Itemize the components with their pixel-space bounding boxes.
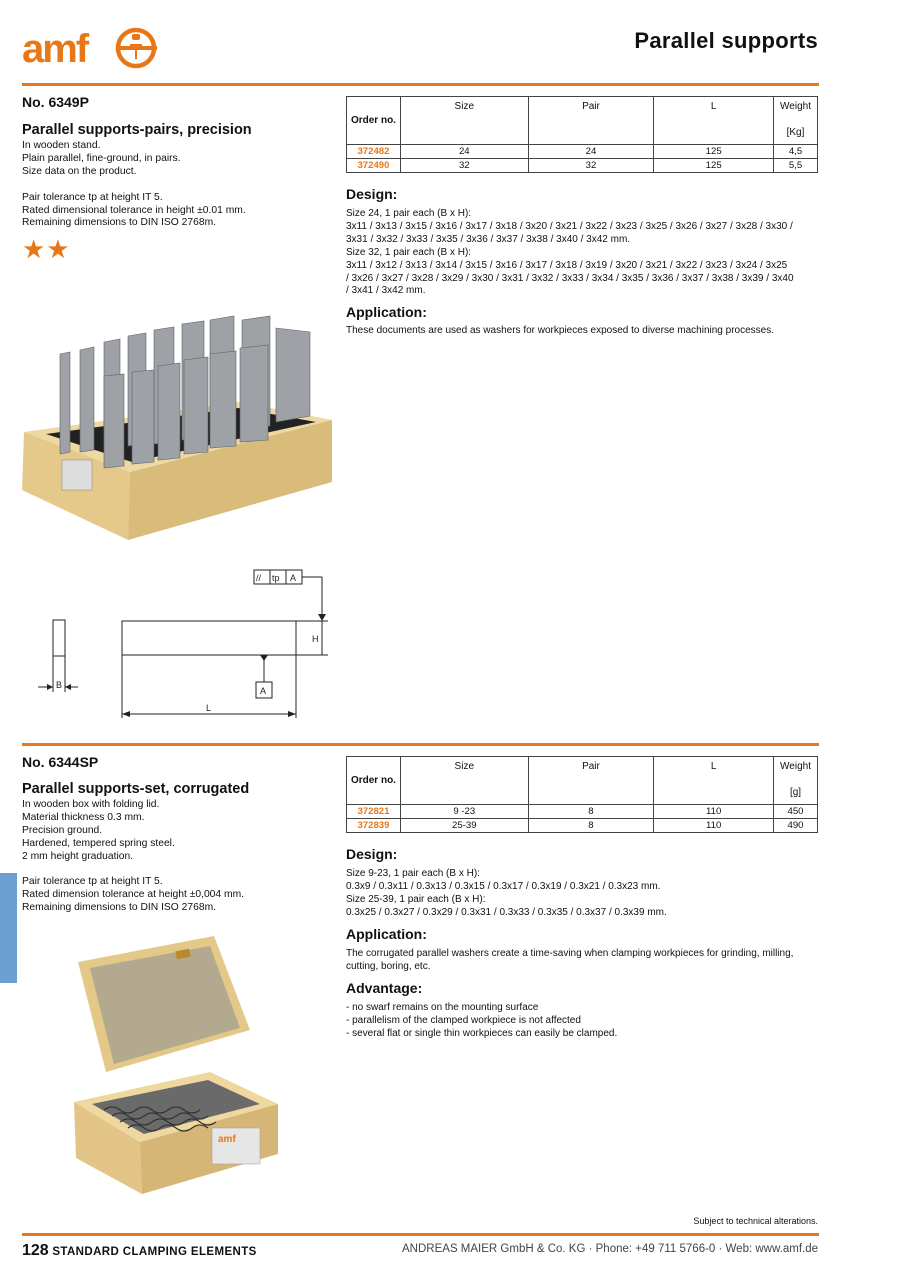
tol-ref: A [290,573,297,583]
order-number[interactable]: 372839 [347,819,401,833]
footer-divider [22,1233,819,1236]
tol-symbol: // [256,573,262,583]
spec-table [346,756,818,833]
desc-line: Pair tolerance tp at height IT 5. [22,191,163,203]
technical-drawing [20,560,340,730]
table-row: 372821 9 -23 8 110 450 [347,805,818,819]
amf-logo [22,24,162,74]
col-length: L [654,757,774,805]
list-item: - parallelism of the clamped workpiece is not affected [346,1014,581,1026]
col-size: Size [400,757,528,805]
list-item: - several flat or single thin workpieces can easily be clamped. [346,1027,618,1039]
page-number: 128 [22,1242,49,1259]
desc-line: Remaining dimensions to DIN ISO 2768m. [22,217,217,229]
order-number[interactable]: 372482 [347,145,401,159]
order-number[interactable]: 372821 [347,805,401,819]
table-row: 372490 32 32 125 5,5 [347,159,818,173]
footer-section [22,1242,257,1260]
header-divider [22,83,819,86]
tol-tp: tp [272,573,280,583]
product-image-box [64,932,288,1196]
col-pair: Pair [528,97,654,145]
order-number[interactable]: 372490 [347,159,401,173]
col-length: L [654,97,774,145]
table-row: 372839 25-39 8 110 490 [347,819,818,833]
rating-stars-icon: ★★ [22,234,71,264]
product-description [22,140,246,230]
design-heading: Design: [346,846,398,862]
col-weight: Weight [g] [774,757,818,805]
product-number: No. 6349P [22,94,89,110]
desc-line: Plain parallel, fine-ground, in pairs. [22,152,181,164]
product-number: No. 6344SP [22,754,99,770]
product-image-stand [20,312,338,542]
datum-label: A [260,686,267,696]
design-text: Size 9-23, 1 pair each (B x H): 0.3x9 / 0.3x11 / 0.3x13 / 0.3x15 / 0.3x17 / 0.3x19 / 0.3x21 / 0.3x23 mm. Size 25-39, 1 pair each (B x H): 0.3x25 / 0.3x27 / 0.3x29 / 0.3x31 / 0.3x33 / 0.3x35 / 0.3x37 / 0.3x39 mm. [346,868,667,918]
section-name: STANDARD CLAMPING ELEMENTS [52,1246,257,1258]
box-label-logo: amf [218,1134,236,1145]
length-label: L [206,703,212,713]
desc-spacer [22,179,246,192]
desc-line: In wooden stand. [22,140,101,151]
col-weight: Weight [Kg] [774,97,818,145]
application-heading: Application: [346,926,427,942]
col-order: Order no. [347,757,401,805]
product-title: Parallel supports-pairs, precision [22,122,252,138]
desc-line: Size data on the product. [22,165,137,177]
width-label: B [56,680,63,690]
page-title: Parallel supports [634,28,818,53]
footer-note: Subject to technical alterations. [693,1216,818,1226]
product-description: In wooden box with folding lid. Material thickness 0.3 mm. Precision ground. Hardened, tempered spring steel. 2 mm height graduation. Pair tolerance tp at height IT 5. Rated dimension tolerance at height ±0,004 mm. Remaining dimensions to DIN ISO 2768m. [22,799,245,914]
application-heading: Application: [346,304,427,320]
col-pair: Pair [528,757,654,805]
footer-company: ANDREAS MAIER GmbH & Co. KG · Phone: +49 711 5766-0 · Web: www.amf.de [402,1243,818,1255]
spec-table [346,96,818,173]
application-text: These documents are used as washers for workpieces exposed to diverse machining processes. [346,325,774,336]
advantage-list [346,1002,822,1041]
design-heading: Design: [346,186,398,202]
height-label: H [312,634,319,644]
section-tab [0,873,17,983]
col-order: Order no. [347,97,401,145]
logo-clamp-icon [132,34,140,40]
design-text: Size 24, 1 pair each (B x H): 3x11 / 3x13 / 3x15 / 3x16 / 3x17 / 3x18 / 3x20 / 3x21 / 3x22 / 3x23 / 3x25 / 3x26 / 3x27 / 3x28 / 3x30 / 3x31 / 3x32 / 3x33 / 3x35 / 3x36 / 3x37 / 3x38 / 3x40 / 3x42 mm. Size 32, 1 pair each (B x H): 3x11 / 3x12 / 3x13 / 3x14 / 3x15 / 3x16 / 3x17 / 3x18 / 3x19 / 3x20 / 3x21 / 3x22 / 3x23 / 3x24 / 3x25 / 3x26 / 3x27 / 3x28 / 3x29 / 3x30 / 3x31 / 3x32 / 3x33 / 3x34 / 3x35 / 3x36 / 3x37 / 3x38 / 3x39 / 3x40 / 3x41 / 3x42 mm. [346,208,794,297]
list-item: - no swarf remains on the mounting surface [346,1002,539,1013]
table-row: 372482 24 24 125 4,5 [347,145,818,159]
section-divider [22,743,819,746]
product-title: Parallel supports-set, corrugated [22,781,250,797]
application-text: The corrugated parallel washers create a time-saving when clamping workpieces for grinding, milling, cutting, boring, etc. [346,948,794,972]
advantage-heading: Advantage: [346,980,423,996]
col-size: Size [400,97,528,145]
desc-line: Rated dimensional tolerance in height ±0.01 mm. [22,204,246,216]
logo-text: amf [22,27,88,71]
